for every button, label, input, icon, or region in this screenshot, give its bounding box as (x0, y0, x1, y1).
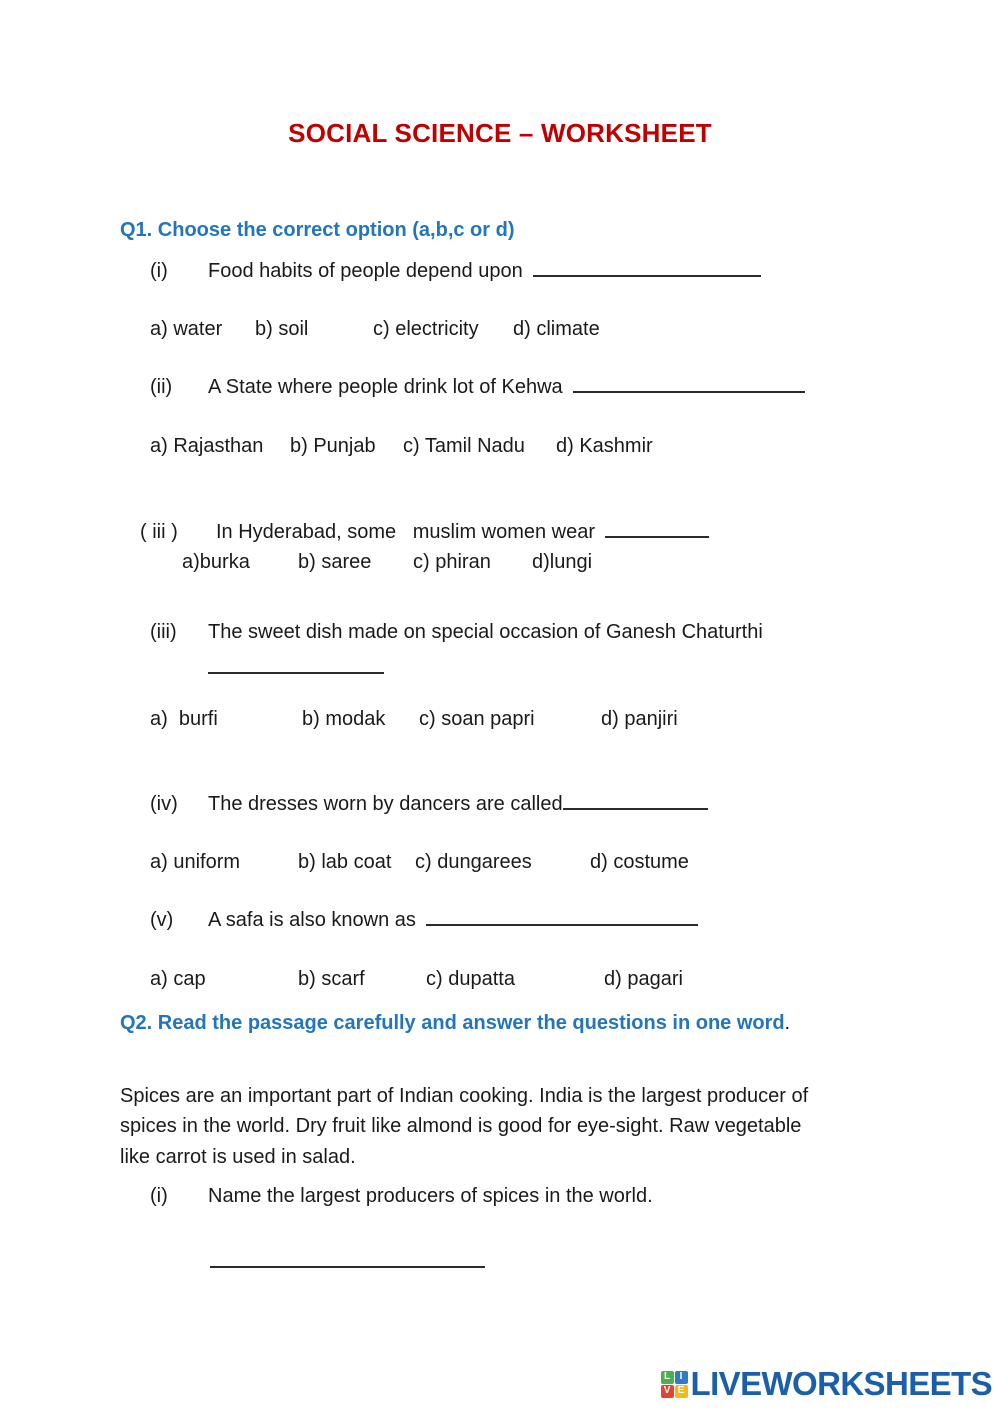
question-2-heading-period: . (784, 1013, 790, 1034)
question-1-item-0-stem (150, 258, 761, 285)
option-d[interactable]: d) pagari (604, 968, 683, 990)
question-2-heading (120, 1009, 840, 1038)
option-c[interactable]: c) Tamil Nadu (403, 435, 525, 457)
option-c[interactable]: c) electricity (373, 318, 479, 340)
answer-blank[interactable] (533, 275, 761, 277)
logo-letter-e: E (675, 1385, 688, 1398)
question-1-item-4-stem (150, 791, 708, 818)
item-number: (iii) (150, 621, 177, 643)
option-b[interactable]: b) modak (302, 708, 386, 730)
answer-blank[interactable] (605, 536, 709, 538)
item-text: The sweet dish made on special occasion of Ganesh Chaturthi (208, 621, 763, 643)
option-c[interactable]: c) dungarees (415, 851, 532, 873)
answer-blank[interactable] (563, 808, 708, 810)
option-a[interactable]: a)burka (182, 551, 250, 573)
logo-letter-i: I (675, 1371, 688, 1384)
question-1-item-2-stem (140, 519, 709, 546)
liveworksheets-logo[interactable] (661, 1365, 992, 1403)
question-1-item-3-stem (150, 619, 763, 646)
item-number: (iv) (150, 793, 178, 815)
item-text: Name the largest producers of spices in the world. (208, 1185, 653, 1207)
option-a[interactable]: a) uniform (150, 851, 241, 873)
question-2-heading-text: Q2. Read the passage carefully and answer the questions in one word (120, 1012, 785, 1034)
question-1-item-5-options (150, 966, 683, 993)
question-1-item-1-stem (150, 374, 805, 401)
option-c[interactable]: c) dupatta (426, 968, 515, 990)
item-number: ( iii ) (140, 521, 178, 543)
item-number: (v) (150, 909, 174, 931)
answer-blank[interactable] (573, 391, 805, 393)
question-1-item-4-options (150, 849, 689, 876)
item-number: (ii) (150, 376, 173, 398)
item-text: Food habits of people depend upon (208, 260, 523, 282)
option-b[interactable]: b) saree (298, 551, 372, 573)
question-1-item-0-options (150, 316, 600, 343)
option-a[interactable]: a) burfi (150, 708, 218, 730)
option-b[interactable]: b) Punjab (290, 435, 376, 457)
item-text: The dresses worn by dancers are called (208, 793, 563, 815)
option-a[interactable]: a) Rajasthan (150, 435, 264, 457)
option-d[interactable]: d) costume (590, 851, 689, 873)
option-d[interactable]: d)lungi (532, 551, 593, 573)
option-b[interactable]: b) scarf (298, 968, 365, 990)
item-text: In Hyderabad, some muslim women wear (216, 521, 596, 543)
question-1-item-3-options (150, 706, 678, 733)
logo-letter-v: V (661, 1385, 674, 1398)
reading-passage: Spices are an important part of Indian cooking. India is the largest producer of spices in the world. Dry fruit like almond is good for eye-sight. Raw vegetable like carrot is used in salad. (120, 1085, 809, 1168)
option-c[interactable]: c) phiran (413, 551, 491, 573)
item-number: (i) (150, 260, 168, 282)
answer-blank[interactable] (210, 1266, 485, 1268)
option-d[interactable]: d) Kashmir (556, 435, 653, 457)
answer-blank[interactable] (208, 672, 384, 674)
question-2-item-0-stem (150, 1183, 653, 1210)
question-1-heading: Q1. Choose the correct option (a,b,c or d) (120, 219, 515, 241)
option-c[interactable]: c) soan papri (419, 708, 535, 730)
logo-letter-l: L (661, 1371, 674, 1384)
question-1-item-5-stem (150, 907, 698, 934)
page-title: SOCIAL SCIENCE – WORKSHEET (288, 118, 712, 148)
option-a[interactable]: a) cap (150, 968, 206, 990)
item-text: A safa is also known as (208, 909, 416, 931)
question-1-item-1-options (150, 433, 653, 460)
option-d[interactable]: d) panjiri (601, 708, 678, 730)
item-text: A State where people drink lot of Kehwa (208, 376, 563, 398)
option-b[interactable]: b) lab coat (298, 851, 392, 873)
option-d[interactable]: d) climate (513, 318, 600, 340)
option-a[interactable]: a) water (150, 318, 223, 340)
item-number: (i) (150, 1185, 168, 1207)
question-1-item-2-options (182, 549, 592, 576)
liveworksheets-wordmark: LIVEWORKSHEETS (690, 1365, 992, 1402)
answer-blank[interactable] (426, 924, 698, 926)
liveworksheets-mark-icon (661, 1371, 688, 1398)
option-b[interactable]: b) soil (255, 318, 309, 340)
